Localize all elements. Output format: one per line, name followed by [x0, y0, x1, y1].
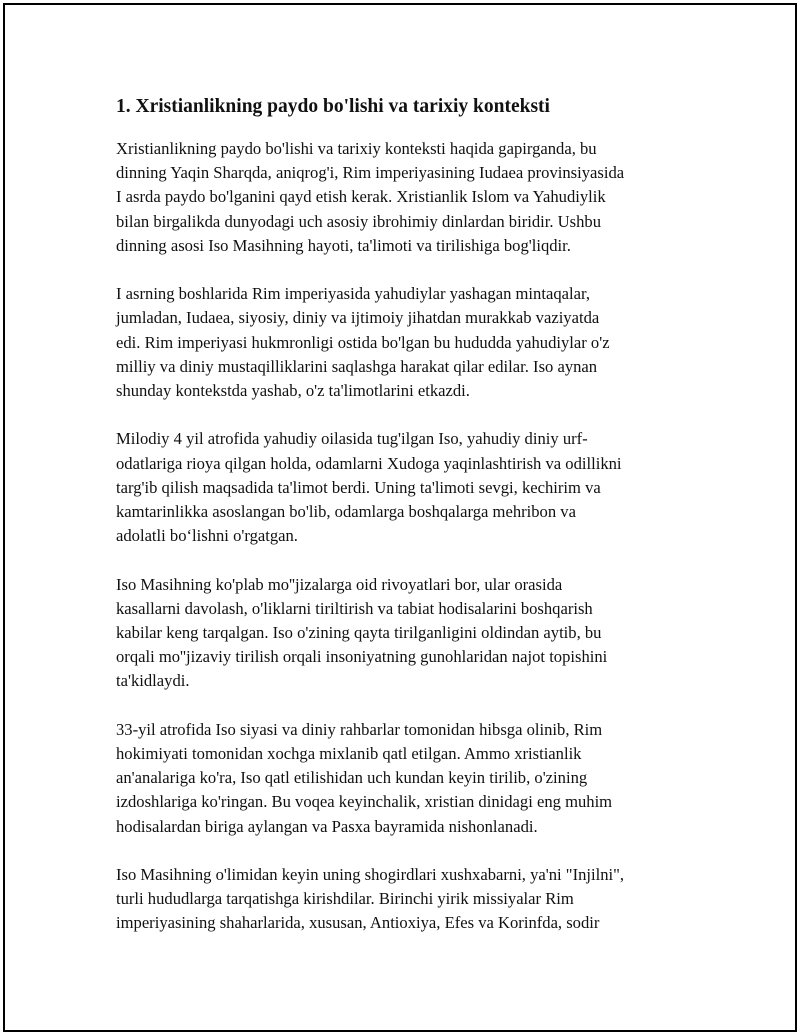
- text-line: orqali mo''jizaviy tirilish orqali insoniyatning gunohlaridan najot topishini: [116, 647, 608, 667]
- text-line: milliy va diniy mustaqilliklarini saqlashga harakat qilar edilar. Iso aynan: [116, 356, 598, 376]
- paragraph: [116, 427, 676, 548]
- text-line: ta'kidlaydi.: [116, 671, 190, 691]
- text-line: dinning Yaqin Sharqda, aniqrog'i, Rim imperiyasining Iudaea provinsiyasida: [116, 163, 625, 183]
- text-line: bilan birgalikda dunyodagi uch asosiy ibrohimiy dinlardan biridir. Ushbu: [116, 211, 601, 231]
- text-line: targ'ib qilish maqsadida ta'limot berdi. Uning ta'limoti sevgi, kechirim va: [116, 477, 601, 497]
- text-line: I asrning boshlarida Rim imperiyasida yahudiylar yashagan mintaqalar,: [116, 284, 590, 304]
- document-body: [116, 92, 676, 960]
- text-line: Xristianlikning paydo bo'lishi va tarixiy konteksti haqida gapirganda, bu: [116, 139, 597, 158]
- text-line: hokimiyati tomonidan xochga mixlanib qatl etilgan. Ammo xristianlik: [116, 744, 582, 764]
- text-line: dinning asosi Iso Masihning hayoti, ta'limoti va tirilishiga bog'liqdir.: [116, 235, 571, 255]
- paragraph: [116, 282, 676, 403]
- paragraph: [116, 573, 676, 694]
- paragraph: [116, 863, 676, 936]
- text-line: odatlariga rioya qilgan holda, odamlarni Xudoga yaqinlashtirish va odillikni: [116, 453, 622, 473]
- paragraph: [116, 137, 676, 258]
- paragraphs: [116, 137, 676, 936]
- text-line: shunday kontekstda yashab, o'z ta'limotlarini etkazdi.: [116, 381, 470, 401]
- text-line: I asrda paydo bo'lganini qayd etish kerak. Xristianlik Islom va Yahudiylik: [116, 187, 606, 207]
- text-line: kamtarinlikka asoslangan bo'lib, odamlarga boshqalarga mehribon va: [116, 502, 576, 522]
- text-line: 33-yil atrofida Iso siyasi va diniy rahbarlar tomonidan hibsga olinib, Rim: [116, 719, 603, 739]
- text-line: edi. Rim imperiyasi hukmronligi ostida bo'lgan bu hududda yahudiylar o'z: [116, 332, 610, 352]
- text-line: jumladan, Iudaea, siyosiy, diniy va ijtimoiy jihatdan murakkab vaziyatda: [116, 308, 600, 328]
- text-line: kabilar keng tarqalgan. Iso o'zining qayta tirilganligini oldindan aytib, bu: [116, 623, 602, 643]
- section-heading: 1. Xristianlikning paydo bo'lishi va tarixiy konteksti: [116, 96, 550, 117]
- text-line: kasallarni davolash, o'liklarni tiriltirish va tabiat hodisalarini boshqarish: [116, 598, 593, 618]
- text-line: an'analariga ko'ra, Iso qatl etilishidan uch kundan keyin tirilib, o'zining: [116, 768, 588, 788]
- paragraph: [116, 718, 676, 839]
- text-line: izdoshlariga ko'ringan. Bu voqea keyinchalik, xristian dinidagi eng muhim: [116, 792, 613, 812]
- text-line: Iso Masihning o'limidan keyin uning shogirdlari xushxabarni, ya'ni "Injilni",: [116, 865, 625, 885]
- text-line: Iso Masihning ko'plab mo''jizalarga oid rivoyatlari bor, ular orasida: [116, 574, 563, 594]
- text-line: imperiyasining shaharlarida, xususan, Antioxiya, Efes va Korinfda, sodir: [116, 913, 600, 933]
- text-line: Milodiy 4 yil atrofida yahudiy oilasida tug'ilgan Iso, yahudiy diniy urf-: [116, 429, 588, 449]
- text-line: turli hududlarga tarqatishga kirishdilar. Birinchi yirik missiyalar Rim: [116, 889, 574, 909]
- text-line: hodisalardan biriga aylangan va Pasxa bayramida nishonlanadi.: [116, 816, 538, 836]
- text-line: adolatli bo‘lishni o'rgatgan.: [116, 526, 298, 546]
